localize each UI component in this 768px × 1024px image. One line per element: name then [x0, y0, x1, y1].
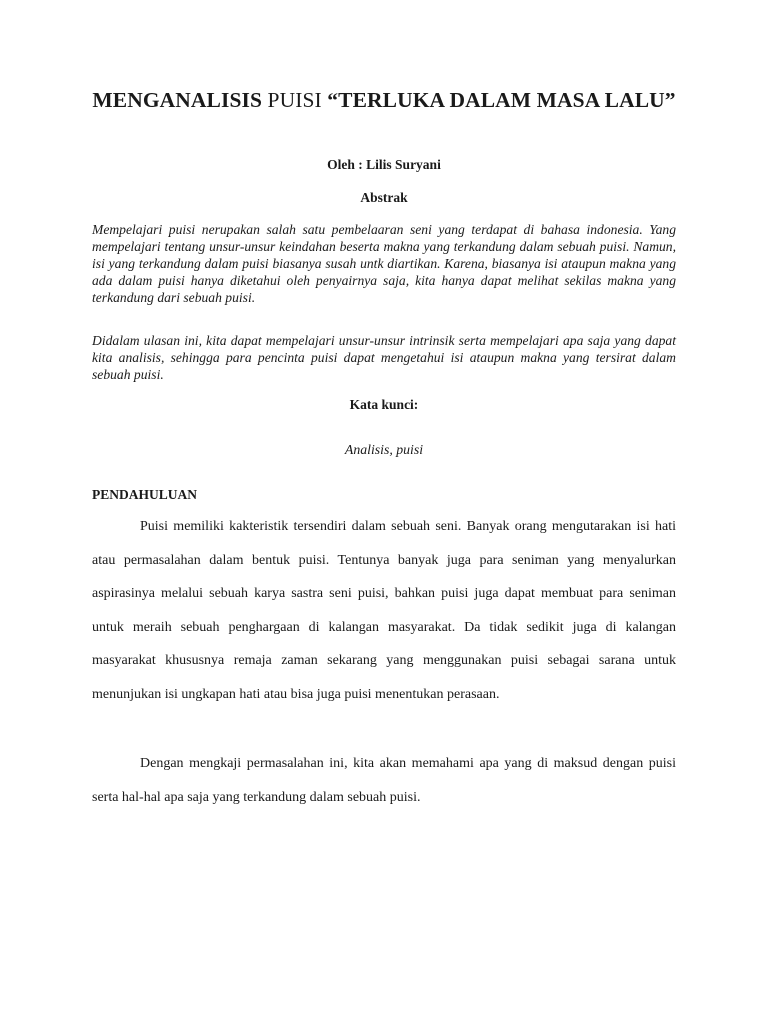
abstract-paragraph: Didalam ulasan ini, kita dapat mempelajari unsur-unsur intrinsik serta mempelajari apa saja yang dapat kita analisis, sehingga para pencinta puisi dapat mengetahui isi ataupun makna yang tersirat dalam sebuah puisi.	[92, 333, 676, 382]
document-title	[92, 86, 676, 114]
keywords-value: Analisis, puisi	[344, 442, 424, 457]
author-line: Oleh : Lilis Suryani	[327, 157, 441, 172]
body-paragraph: Dengan mengkaji permasalahan ini, kita akan memahami apa yang di maksud dengan puisi serta hal-hal apa saja yang terkandung dalam sebuah puisi.	[92, 756, 676, 805]
title-part-2: PUISI	[267, 88, 328, 112]
body-paragraph: Puisi memiliki kakteristik tersendiri dalam sebuah seni. Banyak orang mengutarakan isi hati atau permasalahan dalam bentuk puisi. Tentunya banyak juga para seniman yang menyalurkan aspirasinya melalui sebuah karya sastra seni puisi, bahkan puisi juga dapat membuat para seniman untuk meraih sebuah penghargaan di kalangan masyarakat. Da tidak sedikit juga di kalangan masyarakat khususnya remaja zaman sekarang yang menggunakan puisi sebagai sarana untuk menunjukan isi ungkapan hati atau bisa juga puisi menentukan perasaan.	[92, 519, 676, 702]
title-part-1: MENGANALISIS	[92, 88, 268, 112]
keywords-heading: Kata kunci:	[349, 397, 419, 412]
section-heading-pendahuluan: PENDAHULUAN	[92, 487, 198, 502]
abstract-heading: Abstrak	[360, 190, 408, 205]
abstract-paragraph: Mempelajari puisi nerupakan salah satu pembelaaran seni yang terdapat di bahasa indonesia. Yang mempelajari tentang unsur-unsur keindahan beserta makna yang terkandung dalam sebuah puisi. Namun, isi yang terkandung dalam puisi biasanya susah untk diartikan. Karena, biasanya isi ataupun makna yang ada dalam puisi hanya diketahui oleh penyairnya saja, kita hanya dapat melihat sekilas makna yang terkandung dari sebuah puisi.	[92, 222, 676, 305]
title-part-3: “TERLUKA DALAM MASA LALU”	[327, 88, 676, 112]
